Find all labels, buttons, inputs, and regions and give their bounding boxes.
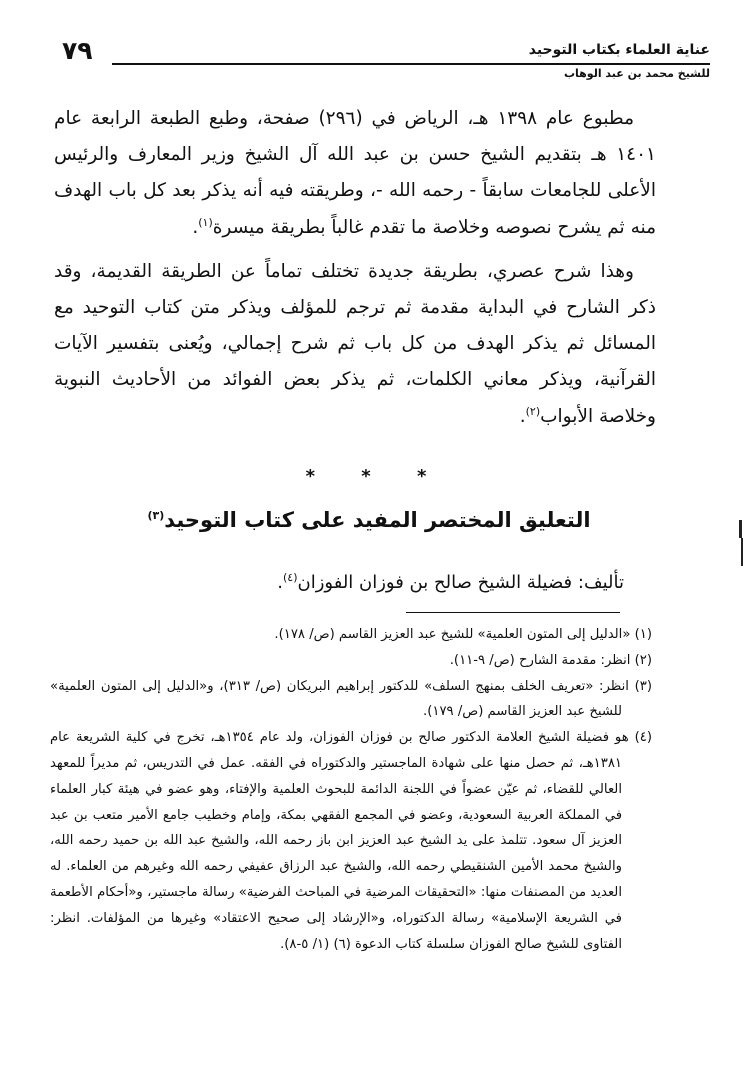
body-text	[54, 101, 656, 435]
paragraph-text: مطبوع عام ١٣٩٨ هـ، الرياض في (٢٩٦) صفحة، وطبع الطبعة الرابعة عام ١٤٠١ هـ بتقديم الشيخ حسن بن عبد الله آل الشيخ وزير المعارف والرئيس الأعلى للجامعات سابقاً - رحمه الله -، وطريقته فيه أنه يذكر بعد كل باب الهدف منه ثم يشرح نصوصه وخلاصة ما تقدم غالباً بطريقة ميسرة	[54, 108, 656, 238]
footnote-ref: (٤)	[282, 571, 298, 584]
running-subtitle: للشيخ محمد بن عبد الوهاب	[563, 67, 710, 80]
author-end: .	[277, 572, 283, 593]
book-title-text: التعليق المختصر المفيد على كتاب التوحيد	[164, 508, 591, 532]
author-text: تأليف: فضيلة الشيخ صالح بن فوزان الفوزان	[297, 572, 624, 593]
margin-mark	[739, 520, 742, 538]
footnote: (٢) انظر: مقدمة الشارح (ص/ ٩-١١).	[449, 652, 652, 668]
page-number: ٧٩	[62, 36, 93, 65]
footnotes	[50, 622, 652, 957]
section-separator: * * *	[305, 466, 447, 487]
footnote-ref: (٢)	[525, 404, 541, 418]
paragraph-text: وهذا شرح عصري، بطريقة جديدة تختلف تماماً عن الطريقة القديمة، وقد ذكر الشارح في البداية مقدمة ثم ترجم للمؤلف ويذكر متن كتاب التوحيد مع المسائل ثم يذكر الهدف من كل باب ثم شرح إجمالي، ويُعنى بتفسير الآيات القرآنية، ويذكر معاني الكلمات، ثم يذكر بعض الفوائد من الأحاديث النبوية وخلاصة الأبواب	[54, 260, 656, 427]
header-rule	[112, 63, 710, 65]
paragraph-end: .	[519, 405, 526, 427]
footnote-ref: (٣)	[147, 509, 165, 522]
footnote: (٤) هو فضيلة الشيخ العلامة الدكتور صالح بن فوزان الفوزان، ولد عام ١٣٥٤هـ، تخرج في كلية الشريعة عام ١٣٨١هـ، ثم حصل منها على شهادة الماجستير والدكتوراه في الفقه. عمل في التدريس، ثم مديراً للمعهد العالي للقضاء، ثم عيّن عضواً في اللجنة الدائمة للبحوث العلمية والإفتاء، وهو عضو في هيئة كبار العلماء في المملكة العربية السعودية، وعضو في المجمع الفقهي بمكة، وإمام وخطيب جامع الأمير متعب بن عبد العزيز آل سعود. تتلمذ على يد الشيخ عبد العزيز ابن باز رحمه الله، والشيخ عبد الله بن حميد رحمه الله، والشيخ محمد الأمين الشنقيطي رحمه الله، والشيخ عبد الرزاق عفيفي رحمه الله وغيرهم من العلماء. له العديد من المصنفات منها: «التحقيقات المرضية في المباحث الفرضية» رسالة ماجستير، و«أحكام الأطعمة في الشريعة الإسلامية» رسالة الدكتوراه، و«الإرشاد إلى صحيح الاعتقاد» وغيرها من المؤلفات. انظر: الفتاوى للشيخ صالح الفوزان سلسلة كتاب الدعوة (٦) (١/ ٥-٨).	[50, 730, 653, 952]
margin-mark	[741, 538, 743, 566]
footnote: (٣) انظر: «تعريف الخلف بمنهج السلف» للدكتور إبراهيم البريكان (ص/ ٣١٣)، و«الدليل إلى المتون العلمية» للشيخ عبد العزيز القاسم (ص/ ١٧٩).	[50, 678, 652, 720]
paragraph	[54, 254, 656, 435]
footnote-rule	[406, 612, 620, 613]
running-title: عناية العلماء بكتاب التوحيد	[528, 42, 710, 58]
footnote-ref: (١)	[198, 215, 213, 229]
book-title	[0, 508, 738, 532]
paragraph-end: .	[192, 216, 199, 238]
footnote: (١) «الدليل إلى المتون العلمية» للشيخ عبد العزيز القاسم (ص/ ١٧٨).	[274, 627, 652, 642]
paragraph	[54, 101, 656, 246]
author-line	[277, 572, 624, 593]
